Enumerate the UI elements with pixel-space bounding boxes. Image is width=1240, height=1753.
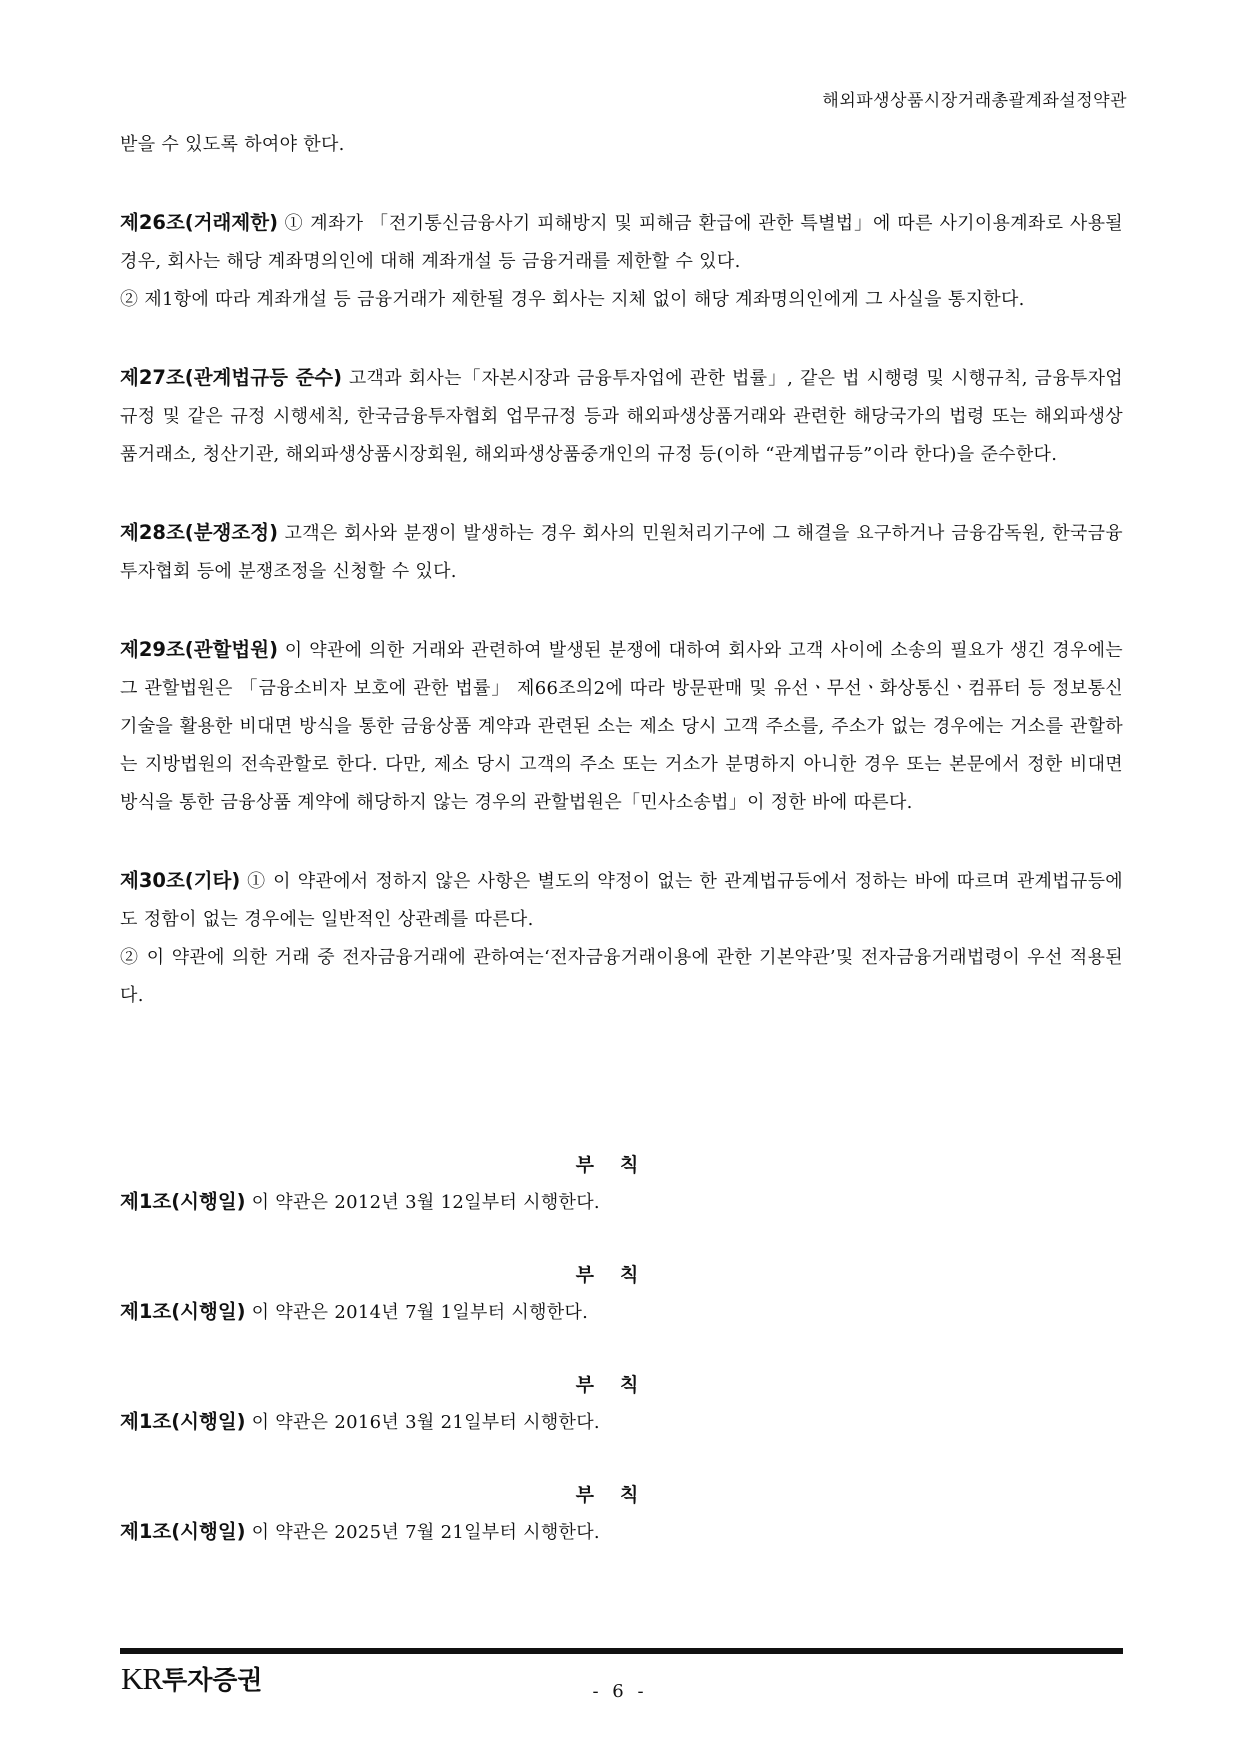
supplementary-article: [120, 1406, 600, 1434]
supplementary-article: [120, 1186, 600, 1214]
document-body: [120, 126, 1123, 1015]
logo-latin: KR: [121, 1661, 163, 1696]
article-text: 고객은 회사와 분쟁이 발생하는 경우 회사의 민원처리기구에 그 해결을 요구하거나 금융감독원, 한국금융투자협회 등에 분쟁조정을 신청할 수 있다.: [120, 523, 1123, 582]
supplementary-text: 이 약관은 2025년 7월 21일부터 시행한다.: [245, 1522, 600, 1543]
supplementary-title: 제1조(시행일): [120, 1520, 246, 1543]
intro-line: 받을 수 있도록 하여야 한다.: [120, 134, 345, 155]
article-paragraph: ② 제1항에 따라 계좌개설 등 금융거래가 제한될 경우 회사는 지체 없이 해당 계좌명의인에게 그 사실을 통지한다.: [120, 289, 1025, 310]
article-title: 제30조(기타): [120, 869, 241, 892]
article-text: ① 계좌가 「전기통신금융사기 피해방지 및 피해금 환급에 관한 특별법」에 따른 사기이용계좌로 사용될 경우, 회사는 해당 계좌명의인에 대해 계좌개설 등 금융거래를 제한할 수 있다.: [120, 213, 1123, 272]
article-27: [120, 359, 1123, 474]
footer-rule: [120, 1648, 1123, 1654]
document-header-title: 해외파생상품시장거래총괄계좌설정약관: [822, 91, 1127, 111]
supplementary-title: 제1조(시행일): [120, 1190, 246, 1213]
supplementary-heading: 부칙: [575, 1154, 665, 1176]
supplementary-heading: 부칙: [575, 1374, 665, 1396]
page-number: - 6 -: [592, 1681, 648, 1702]
supplementary-article: [120, 1296, 588, 1324]
supplementary-heading: 부칙: [575, 1264, 665, 1286]
supplementary-title: 제1조(시행일): [120, 1300, 246, 1323]
supplementary-text: 이 약관은 2012년 3월 12일부터 시행한다.: [245, 1192, 600, 1213]
article-text: 고객과 회사는「자본시장과 금융투자업에 관한 법률」, 같은 법 시행령 및 시행규칙, 금융투자업규정 및 같은 규정 시행세칙, 한국금융투자협회 업무규정 등과 해외파생상품거래와 관련한 해당국가의 법령 또는 해외파생상품거래소, 청산기관, 해외파생상품시장회원, 해외파생상품중개인의 규정 등(이하 “관계법규등”이라 한다)을 준수한다.: [120, 368, 1123, 465]
supplementary-title: 제1조(시행일): [120, 1410, 246, 1433]
supplementary-article: [120, 1516, 600, 1544]
article-title: 제27조(관계법규등 준수): [120, 366, 343, 389]
article-title: 제26조(거래제한): [120, 211, 278, 234]
supplementary-text: 이 약관은 2016년 3월 21일부터 시행한다.: [245, 1412, 600, 1433]
article-title: 제28조(분쟁조정): [120, 521, 278, 544]
article-30: [120, 862, 1123, 939]
article-title: 제29조(관할법원): [120, 638, 278, 661]
supplementary-text: 이 약관은 2014년 7월 1일부터 시행한다.: [245, 1302, 589, 1323]
article-29: [120, 631, 1123, 822]
article-paragraph: ② 이 약관에 의한 거래 중 전자금융거래에 관하여는‘전자금융거래이용에 관한 기본약관’및 전자금융거래법령이 우선 적용된다.: [120, 947, 1123, 1006]
supplementary-heading: 부칙: [575, 1484, 665, 1506]
article-28: [120, 514, 1123, 591]
article-26: [120, 204, 1123, 281]
logo-korean: 투자증권: [162, 1666, 263, 1696]
article-text: ① 이 약관에서 정하지 않은 사항은 별도의 약정이 없는 한 관계법규등에서 정하는 바에 따르며 관계법규등에도 정함이 없는 경우에는 일반적인 상관례를 따른다.: [120, 871, 1123, 930]
article-text: 이 약관에 의한 거래와 관련하여 발생된 분쟁에 대하여 회사와 고객 사이에 소송의 필요가 생긴 경우에는 그 관할법원은 「금융소비자 보호에 관한 법률」 제66조의2에 따라 방문판매 및 유선ㆍ무선ㆍ화상통신ㆍ컴퓨터 등 정보통신기술을 활용한 비대면 방식을 통한 금융상품 계약과 관련된 소는 제소 당시 고객 주소를, 주소가 없는 경우에는 거소를 관할하는 지방법원의 전속관할로 한다. 다만, 제소 당시 고객의 주소 또는 거소가 분명하지 아니한 경우 또는 본문에서 정한 비대면 방식을 통한 금융상품 계약에 해당하지 않는 경우의 관할법원은「민사소송법」이 정한 바에 따른다.: [120, 640, 1123, 813]
